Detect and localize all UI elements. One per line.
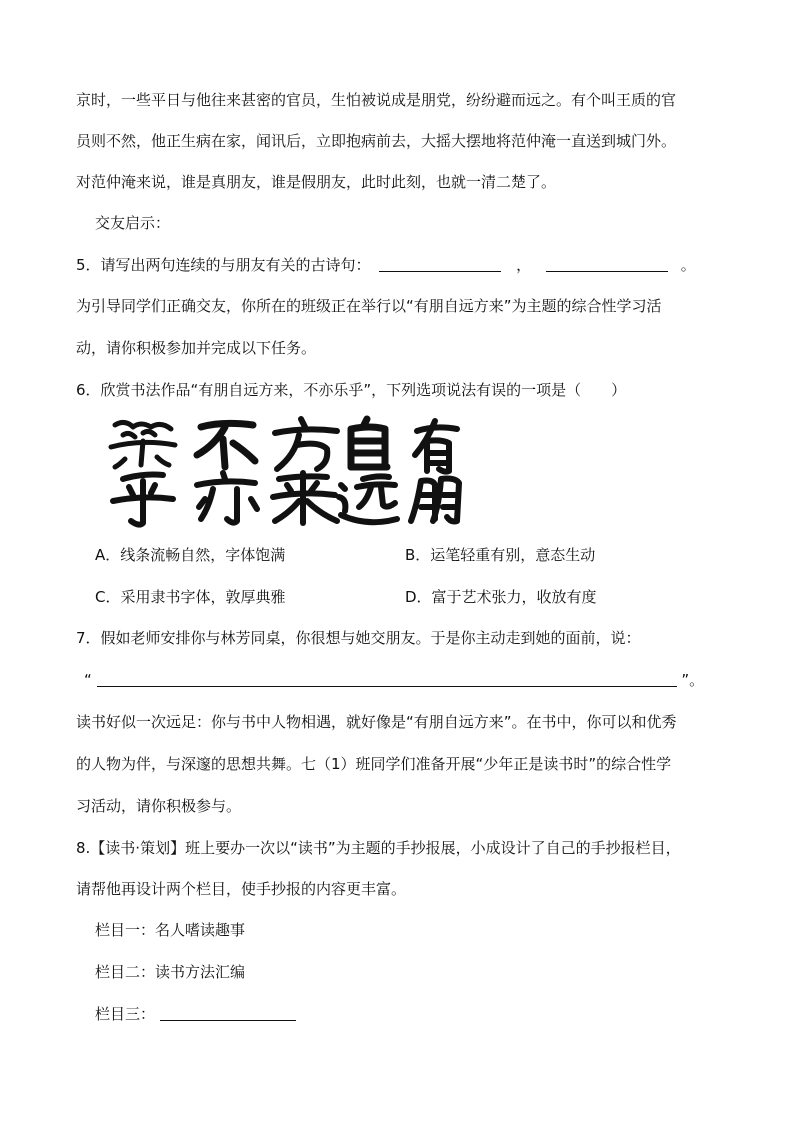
option-d[interactable]: D．富于艺术张力，收放有度 <box>405 588 597 606</box>
intro-line-2: 动，请你积极参加并完成以下任务。 <box>76 339 317 357</box>
question-8-line-2: 请帮他再设计两个栏目，使手抄报的内容更丰富。 <box>76 880 407 898</box>
option-c[interactable]: C．采用隶书字体，敦厚典雅 <box>95 588 286 606</box>
column-3-label: 栏目三： <box>95 1005 156 1023</box>
question-5-end: 。 <box>680 256 696 274</box>
question-7-close-quote: ”。 <box>681 671 705 689</box>
question-8-line-1: 8.【读书·策划】班上要办一次以“读书”为主题的手抄报展，小成设计了自己的手抄报栏目， <box>76 839 681 857</box>
answer-blank-7[interactable] <box>97 672 677 687</box>
passage-hint: 交友启示： <box>95 214 171 232</box>
question-5-separator: ， <box>516 256 532 274</box>
question-7: 7．假如老师安排你与林芳同桌，你很想与她交朋友。于是你主动走到她的面前，说： <box>76 629 641 647</box>
passage-line-1: 京时，一些平日与他往来甚密的官员，生怕被说成是朋党，纷纷避而远之。有个叫王质的官 <box>76 91 677 109</box>
reading-line-1: 读书好似一次远足：你与书中人物相遇，就好像是“有朋自远方来”。在书中，你可以和优秀 <box>76 713 677 731</box>
column-1: 栏目一：名人嗜读趣事 <box>95 921 246 939</box>
calligraphy-artwork <box>105 415 465 530</box>
answer-blank-5a[interactable] <box>379 257 501 272</box>
reading-line-3: 习活动，请你积极参与。 <box>76 797 242 815</box>
intro-line-1: 为引导同学们正确交友，你所在的班级正在举行以“有朋自远方来”为主题的综合性学习活 <box>76 297 662 315</box>
question-6: 6．欣赏书法作品“有朋自远方来，不亦乐乎”，下列选项说法有误的一项是（ ） <box>76 381 627 399</box>
passage-line-3: 对范仲淹来说，谁是真朋友，谁是假朋友，此时此刻，也就一清二楚了。 <box>76 173 557 191</box>
passage-line-2: 员则不然，他正生病在家，闻讯后，立即抱病前去，大摇大摆地将范仲淹一直送到城门外。 <box>76 132 677 150</box>
reading-line-2: 的人物为伴，与深邃的思想共舞。七（1）班同学们准备开展“少年正是读书时”的综合性学 <box>76 755 672 773</box>
question-7-open-quote: “ <box>84 671 92 689</box>
question-5 <box>76 255 696 275</box>
question-7-answer <box>84 670 704 690</box>
answer-blank-8[interactable] <box>160 1006 296 1021</box>
answer-blank-5b[interactable] <box>546 257 668 272</box>
option-a[interactable]: A．线条流畅自然，字体饱满 <box>95 546 286 564</box>
option-b[interactable]: B．运笔轻重有别，意态生动 <box>405 546 596 564</box>
question-5-text: 5．请写出两句连续的与朋友有关的古诗句： <box>76 256 371 274</box>
column-3 <box>95 1004 296 1024</box>
calligraphy-image <box>105 415 465 534</box>
column-2: 栏目二：读书方法汇编 <box>95 963 246 981</box>
